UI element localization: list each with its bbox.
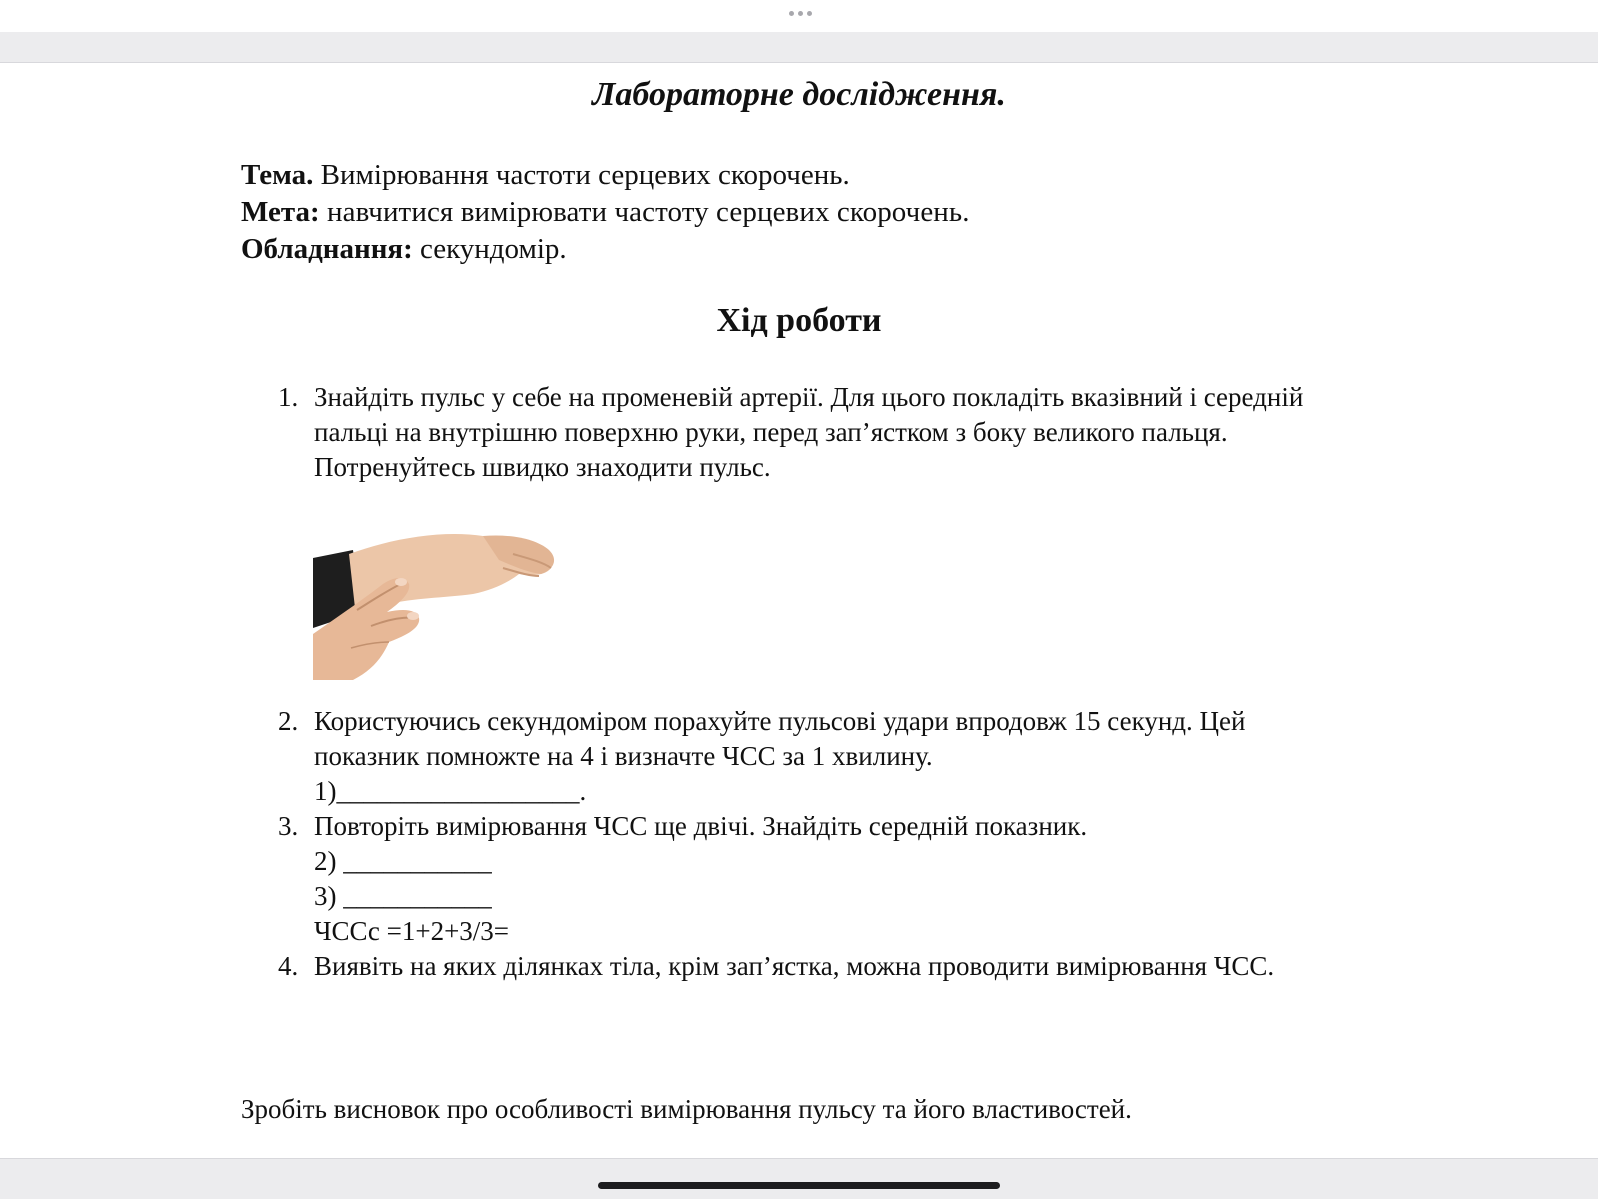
conclusion-text: Зробіть висновок про особливості вимірювання пульсу та його властивостей. [241, 1094, 1132, 1124]
topic-label: Тема. [241, 159, 314, 191]
more-dots-icon[interactable] [786, 8, 814, 18]
steps-list-part-2 [278, 704, 1354, 984]
topic-row [241, 157, 970, 194]
section-title: Хід роботи [716, 302, 882, 339]
equipment-row [241, 231, 970, 268]
step-text: Знайдіть пульс у себе на променевій артерії. Для цього покладіть вказівний і середній пальці на внутрішню поверхню руки, перед зап’ястком з боку великого пальця. Потренуйтесь швидко знаходити пульс. [314, 382, 1304, 482]
goal-row [241, 194, 970, 231]
goal-label: Мета: [241, 196, 320, 228]
step-number: 2. [278, 706, 299, 736]
answer-line: 3) ___________ [314, 881, 492, 911]
step-text: Користуючись секундоміром порахуйте пульсові удари впродовж 15 секунд. Цей показник помножте на 4 і визначте ЧСС за 1 хвилину. [314, 706, 1246, 771]
steps-list-part-1 [278, 380, 1354, 485]
viewer-top-bar [0, 32, 1598, 63]
answer-line: 1)__________________. [314, 776, 587, 806]
viewer-bottom-bar [0, 1158, 1598, 1199]
step-number: 3. [278, 811, 299, 841]
step-text: Повторіть вимірювання ЧСС ще двічі. Знайдіть середній показник. [314, 811, 1088, 841]
list-item [278, 380, 1354, 485]
equipment-text: секундомір. [412, 233, 567, 265]
step-number: 4. [278, 951, 299, 981]
list-item [278, 704, 1354, 809]
lab-meta [241, 157, 970, 268]
topic-text: Вимірювання частоти серцевих скорочень. [313, 159, 850, 191]
equipment-label: Обладнання: [241, 233, 413, 265]
goal-text: навчитися вимірювати частоту серцевих скорочень. [319, 196, 970, 228]
list-item [278, 809, 1354, 949]
step-number: 1. [278, 382, 299, 412]
wrist-pulse-photo [313, 524, 557, 680]
home-indicator[interactable] [598, 1182, 1000, 1189]
list-item [278, 949, 1354, 984]
answer-line: 2) ___________ [314, 846, 492, 876]
document-title: Лабораторне дослідження. [592, 76, 1006, 113]
step-text: Виявіть на яких ділянках тіла, крім зап’ястка, можна проводити вимірювання ЧСС. [314, 951, 1275, 981]
formula-line: ЧССс =1+2+3/3= [314, 916, 510, 946]
